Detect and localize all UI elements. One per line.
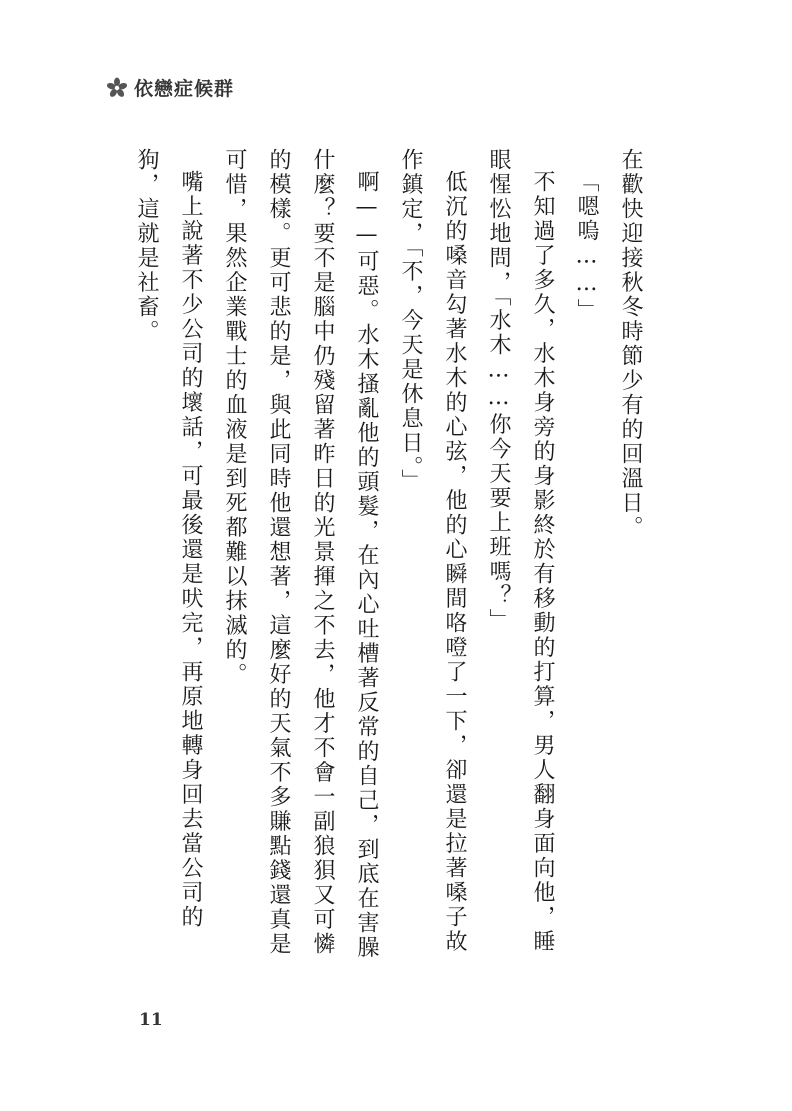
- body-text: [124, 148, 652, 978]
- running-header: [106, 74, 234, 101]
- paragraph: 在歡快迎接秋冬時節少有的回溫日。: [618, 148, 643, 540]
- paragraph: 啊——可惡。水木搔亂他的頭髮，在內心吐槽著反常的自己，到底在害臊什麼？要不是腦中仍殘留著昨日的光景揮之不去，他才不會一副狼狽又可憐的模樣。更可悲的是，與此同時他還想著，這麼好的天氣不多賺點錢還真是可惜，果然企業戰士的血液是到死都難以抹滅的。: [222, 148, 379, 960]
- page-number: 11: [139, 1010, 163, 1030]
- paragraph: 「嗯嗚……」: [574, 170, 599, 323]
- book-title: 依戀症候群: [134, 78, 235, 100]
- flower-icon: [106, 77, 128, 99]
- paragraph: 不知過了多久，水木身旁的身影終於有移動的打算，男人翻身面向他，睡眼惺忪地問，「水木……你今天要上班嗎？」: [486, 148, 555, 954]
- paragraph: 嘴上說著不少公司的壞話，可最後還是吠完，再原地轉身回去當公司的狗，這就是社畜。: [134, 148, 203, 930]
- paragraph: 低沉的嗓音勾著水木的心弦，他的心瞬間咯噔了一下，卻還是拉著嗓子故作鎮定，「不，今天是休息日。」: [398, 148, 467, 954]
